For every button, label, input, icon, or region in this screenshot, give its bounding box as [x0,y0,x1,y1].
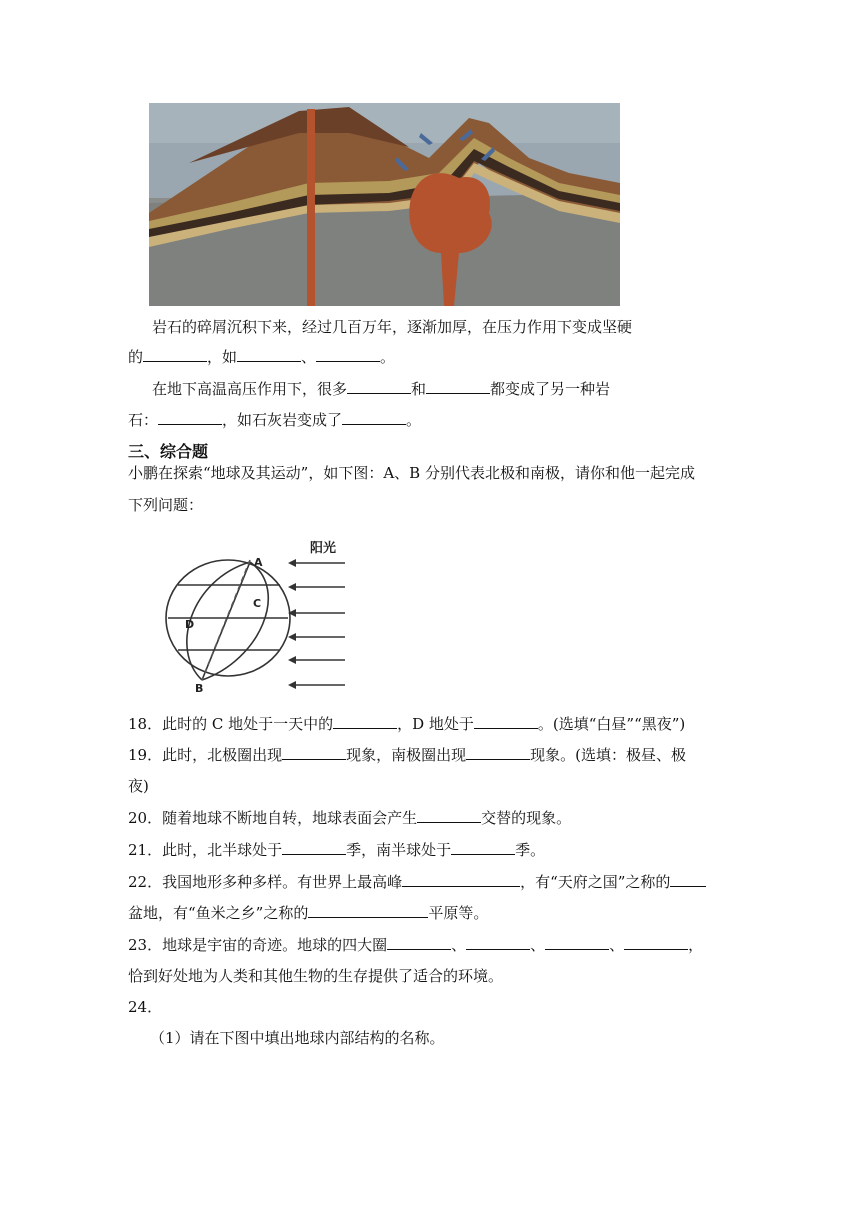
answer-blank[interactable] [417,808,481,823]
answer-blank[interactable] [402,872,520,887]
answer-blank[interactable] [282,745,346,760]
question-24: 24． [128,998,163,1016]
answer-blank[interactable] [308,903,428,918]
question-18: 18．此时的 C 地处于一天中的 ，D 地处于 。(选填“白昼”“黑夜”) [128,715,686,733]
answer-blank[interactable] [474,714,538,729]
pole-label-a: A [254,556,263,569]
question-22-cont: 盆地，有“鱼米之乡”之称的 平原等。 [128,904,489,922]
answer-blank[interactable] [624,935,688,950]
point-label-c: C [253,597,262,610]
answer-blank[interactable] [158,410,222,425]
sunlight-label: 阳光 [310,541,337,556]
point-label-d: D [185,618,195,631]
section-intro-line1: 小鹏在探索“地球及其运动”，如下图：A、B 分别代表北极和南极，请你和他一起完成 [128,464,695,482]
rock-question-metamorphic-line2: 石： ，如石灰岩变成了 。 [128,411,422,429]
answer-blank[interactable] [670,872,706,887]
question-21: 21．此时，北半球处于 季，南半球处于 季。 [128,841,546,859]
answer-blank[interactable] [451,840,515,855]
answer-blank[interactable] [466,935,530,950]
question-19: 19．此时，北极圈出现 现象，南极圈出现 现象。(选填：极昼、极 [128,746,686,764]
question-24-part1: （1）请在下图中填出地球内部结构的名称。 [150,1029,445,1047]
answer-blank[interactable] [237,347,301,362]
answer-blank[interactable] [387,935,451,950]
section-intro-line2: 下列问题： [128,496,204,514]
globe-sunlight-figure [150,530,360,700]
question-20: 20．随着地球不断地自转，地球表面会产生 交替的现象。 [128,809,572,827]
answer-blank[interactable] [466,745,530,760]
answer-blank[interactable] [333,714,397,729]
section-title: 三、综合题 [128,442,209,461]
pole-label-b: B [195,682,204,695]
answer-blank[interactable] [143,347,207,362]
answer-blank[interactable] [426,379,490,394]
answer-blank[interactable] [282,840,346,855]
rock-question-sedimentary-line1: 岩石的碎屑沉积下来，经过几百万年，逐渐加厚，在压力作用下变成坚硬 [152,318,633,336]
question-23: 23．地球是宇宙的奇迹。地球的四大圈 、 、 、 ， [128,936,704,954]
answer-blank[interactable] [347,379,411,394]
answer-blank[interactable] [545,935,609,950]
rock-question-sedimentary-line2: 的 ，如 、 。 [128,348,396,366]
question-22: 22．我国地形多种多样。有世界上最高峰 ，有“天府之国”之称的 [128,872,706,892]
answer-blank[interactable] [316,347,380,362]
rock-question-metamorphic-line1: 在地下高温高压作用下，很多 和 都变成了另一种岩 [152,380,611,398]
answer-blank[interactable] [342,410,406,425]
question-19-cont: 夜) [128,777,149,795]
question-23-cont: 恰到好处地为人类和其他生物的生存提供了适合的环境。 [128,967,504,985]
rock-layers-illustration [149,103,620,306]
